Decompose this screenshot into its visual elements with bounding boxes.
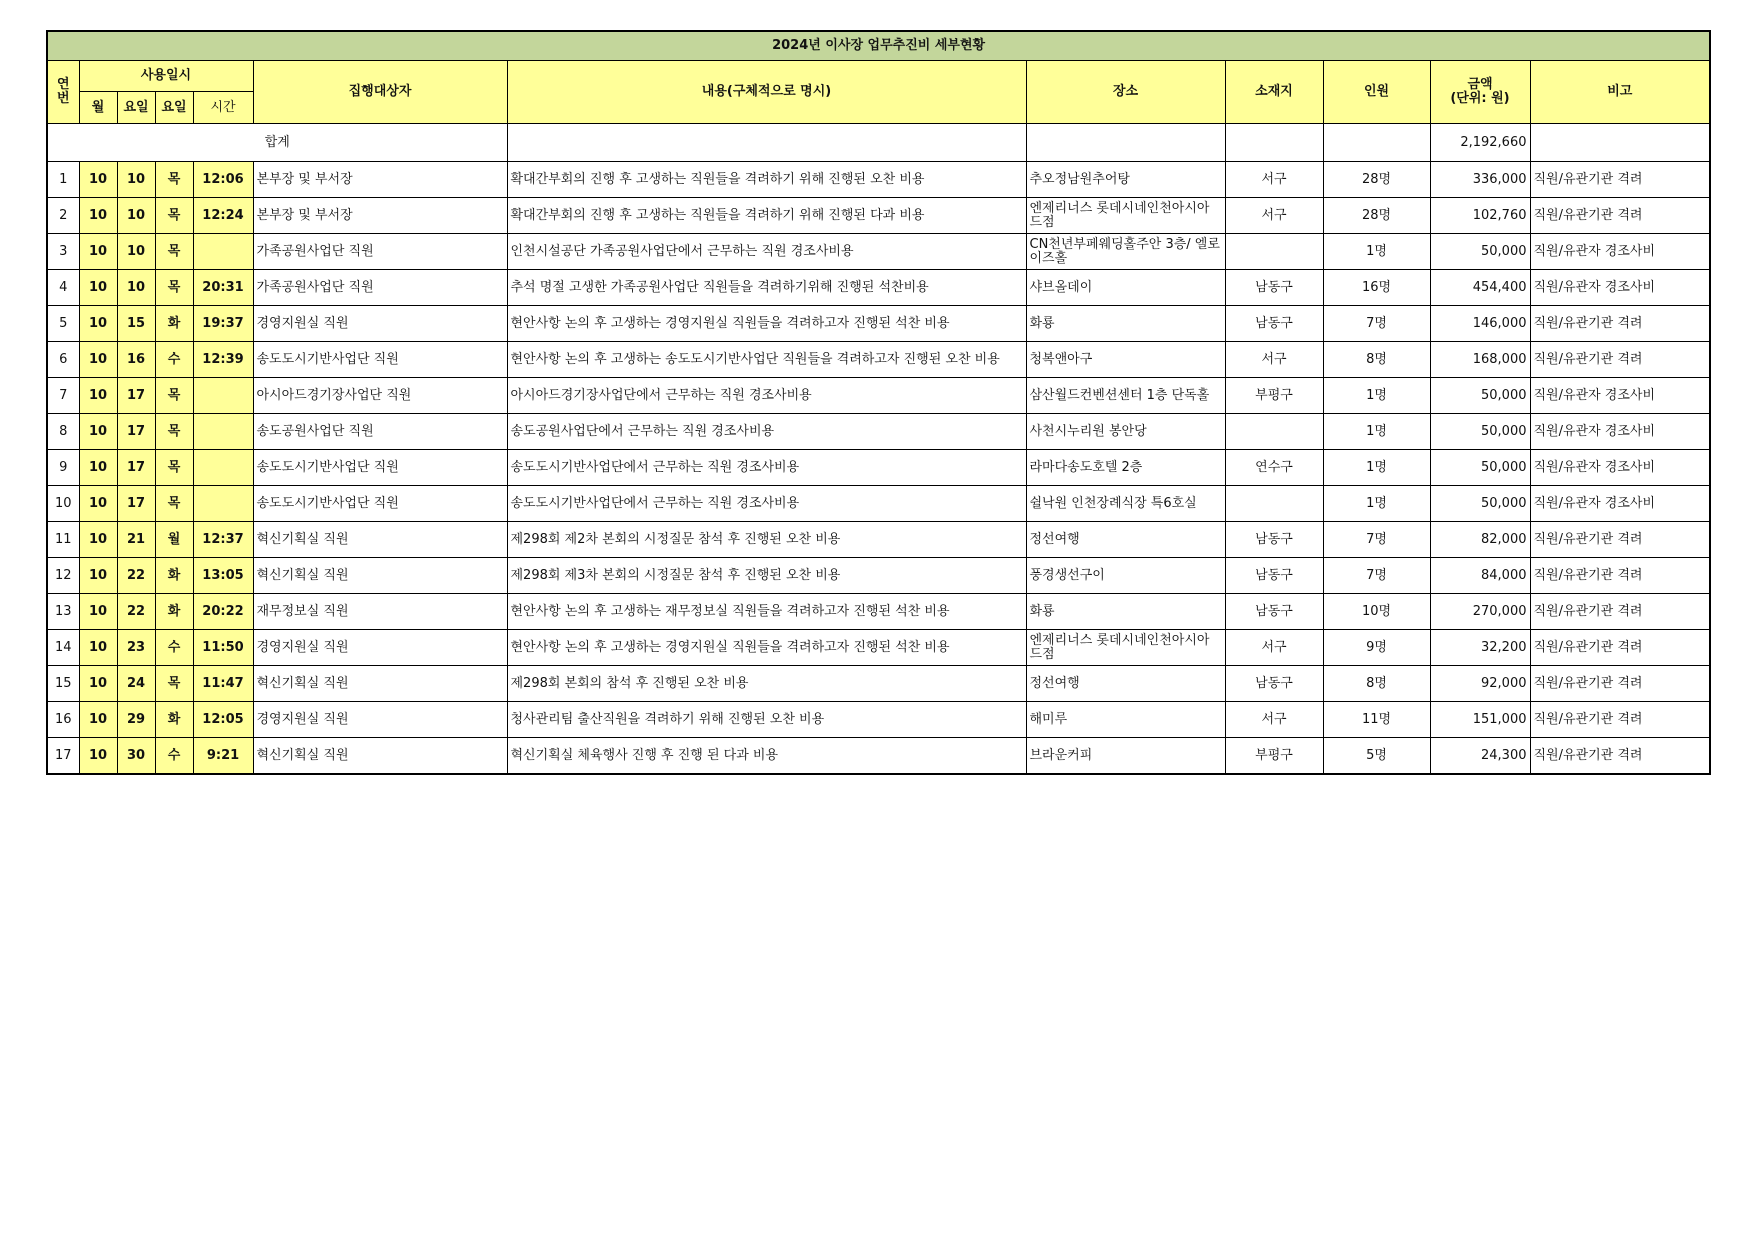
row-people: 9명: [1323, 630, 1430, 666]
row-weekday: 수: [155, 738, 193, 775]
row-time: 12:24: [193, 198, 253, 234]
row-day: 30: [117, 738, 155, 775]
row-number: 5: [47, 306, 79, 342]
row-note: 직원/유관기관 격려: [1530, 738, 1710, 775]
row-people: 7명: [1323, 306, 1430, 342]
summary-label: 합계: [47, 124, 507, 162]
row-time: 12:37: [193, 522, 253, 558]
row-month: 10: [79, 702, 117, 738]
row-content: 청사관리팀 출산직원을 격려하기 위해 진행된 오찬 비용: [507, 702, 1026, 738]
table-row: [47, 198, 1710, 234]
row-amount: 82,000: [1430, 522, 1530, 558]
row-target: 재무정보실 직원: [253, 594, 507, 630]
row-location: 부평구: [1225, 378, 1323, 414]
row-day: 23: [117, 630, 155, 666]
row-location: 남동구: [1225, 666, 1323, 702]
row-amount: 168,000: [1430, 342, 1530, 378]
row-day: 21: [117, 522, 155, 558]
table-title: 2024년 이사장 업무추진비 세부현황: [47, 31, 1710, 61]
row-month: 10: [79, 522, 117, 558]
row-day: 10: [117, 162, 155, 198]
row-number: 16: [47, 702, 79, 738]
row-month: 10: [79, 414, 117, 450]
row-number: 11: [47, 522, 79, 558]
row-time: 12:06: [193, 162, 253, 198]
row-weekday: 목: [155, 234, 193, 270]
row-people: 7명: [1323, 522, 1430, 558]
row-time: 12:39: [193, 342, 253, 378]
row-location: 서구: [1225, 342, 1323, 378]
row-people: 10명: [1323, 594, 1430, 630]
row-note: 직원/유관자 경조사비: [1530, 270, 1710, 306]
header-datetime: 사용일시: [79, 61, 253, 92]
header-weekday: 요일: [155, 92, 193, 124]
row-time: 20:22: [193, 594, 253, 630]
header-amount-line2: (단위: 원): [1450, 91, 1510, 106]
row-amount: 146,000: [1430, 306, 1530, 342]
row-day: 17: [117, 486, 155, 522]
row-day: 17: [117, 450, 155, 486]
row-target: 송도도시기반사업단 직원: [253, 450, 507, 486]
row-time: 12:05: [193, 702, 253, 738]
row-day: 10: [117, 198, 155, 234]
summary-empty-note: [1530, 124, 1710, 162]
header-time: 시간: [193, 92, 253, 124]
row-people: 28명: [1323, 162, 1430, 198]
row-content: 현안사항 논의 후 고생하는 경영지원실 직원들을 격려하고자 진행된 석찬 비용: [507, 630, 1026, 666]
table-row: [47, 450, 1710, 486]
row-weekday: 목: [155, 162, 193, 198]
row-content: 제298회 본회의 참석 후 진행된 오찬 비용: [507, 666, 1026, 702]
row-month: 10: [79, 378, 117, 414]
row-content: 현안사항 논의 후 고생하는 재무정보실 직원들을 격려하고자 진행된 석찬 비용: [507, 594, 1026, 630]
row-amount: 50,000: [1430, 450, 1530, 486]
row-amount: 32,200: [1430, 630, 1530, 666]
row-weekday: 목: [155, 198, 193, 234]
row-weekday: 화: [155, 558, 193, 594]
row-place: 정선여행: [1026, 522, 1225, 558]
row-number: 2: [47, 198, 79, 234]
row-people: 16명: [1323, 270, 1430, 306]
table-body: [47, 162, 1710, 775]
row-target: 송도도시기반사업단 직원: [253, 486, 507, 522]
row-time: 11:50: [193, 630, 253, 666]
row-people: 7명: [1323, 558, 1430, 594]
header-day: 요일: [117, 92, 155, 124]
row-location: [1225, 414, 1323, 450]
row-amount: 102,760: [1430, 198, 1530, 234]
row-people: 11명: [1323, 702, 1430, 738]
table-row: [47, 594, 1710, 630]
row-time: [193, 486, 253, 522]
row-amount: 151,000: [1430, 702, 1530, 738]
row-target: 경영지원실 직원: [253, 630, 507, 666]
row-number: 9: [47, 450, 79, 486]
row-note: 직원/유관기관 격려: [1530, 306, 1710, 342]
row-location: 부평구: [1225, 738, 1323, 775]
row-note: 직원/유관기관 격려: [1530, 198, 1710, 234]
row-month: 10: [79, 630, 117, 666]
row-month: 10: [79, 270, 117, 306]
row-place: 삼산월드컨벤션센터 1층 단독홀: [1026, 378, 1225, 414]
row-amount: 84,000: [1430, 558, 1530, 594]
row-place: 엔제리너스 롯데시네인천아시아드점: [1026, 198, 1225, 234]
row-people: 1명: [1323, 414, 1430, 450]
row-weekday: 목: [155, 666, 193, 702]
table-row: [47, 486, 1710, 522]
row-time: [193, 414, 253, 450]
header-content: 내용(구체적으로 명시): [507, 61, 1026, 124]
row-content: 확대간부회의 진행 후 고생하는 직원들을 격려하기 위해 진행된 다과 비용: [507, 198, 1026, 234]
row-note: 직원/유관기관 격려: [1530, 342, 1710, 378]
header-note: 비고: [1530, 61, 1710, 124]
row-note: 직원/유관자 경조사비: [1530, 378, 1710, 414]
table-row: [47, 558, 1710, 594]
row-location: 남동구: [1225, 594, 1323, 630]
table-row: [47, 270, 1710, 306]
row-time: 20:31: [193, 270, 253, 306]
row-target: 송도공원사업단 직원: [253, 414, 507, 450]
table-row: [47, 342, 1710, 378]
row-month: 10: [79, 594, 117, 630]
row-location: 남동구: [1225, 306, 1323, 342]
summary-empty-content: [507, 124, 1026, 162]
row-number: 6: [47, 342, 79, 378]
row-number: 8: [47, 414, 79, 450]
table-row: [47, 378, 1710, 414]
row-people: 5명: [1323, 738, 1430, 775]
row-note: 직원/유관자 경조사비: [1530, 486, 1710, 522]
row-place: 정선여행: [1026, 666, 1225, 702]
row-number: 10: [47, 486, 79, 522]
row-note: 직원/유관기관 격려: [1530, 522, 1710, 558]
row-day: 10: [117, 234, 155, 270]
row-content: 송도공원사업단에서 근무하는 직원 경조사비용: [507, 414, 1026, 450]
table-row: [47, 306, 1710, 342]
row-time: 13:05: [193, 558, 253, 594]
row-month: 10: [79, 306, 117, 342]
row-weekday: 목: [155, 270, 193, 306]
row-target: 혁신기획실 직원: [253, 522, 507, 558]
row-target: 혁신기획실 직원: [253, 738, 507, 775]
table-row: [47, 162, 1710, 198]
row-target: 경영지원실 직원: [253, 702, 507, 738]
row-place: 화룡: [1026, 594, 1225, 630]
row-note: 직원/유관기관 격려: [1530, 630, 1710, 666]
row-people: 1명: [1323, 450, 1430, 486]
row-day: 22: [117, 558, 155, 594]
row-place: 엔제리너스 롯데시네인천아시아드점: [1026, 630, 1225, 666]
row-location: 남동구: [1225, 558, 1323, 594]
row-place: 샤브올데이: [1026, 270, 1225, 306]
row-day: 16: [117, 342, 155, 378]
row-people: 8명: [1323, 666, 1430, 702]
row-amount: 50,000: [1430, 486, 1530, 522]
row-content: 현안사항 논의 후 고생하는 경영지원실 직원들을 격려하고자 진행된 석찬 비용: [507, 306, 1026, 342]
row-content: 혁신기획실 체육행사 진행 후 진행 된 다과 비용: [507, 738, 1026, 775]
row-target: 가족공원사업단 직원: [253, 270, 507, 306]
row-location: 연수구: [1225, 450, 1323, 486]
header-location: 소재지: [1225, 61, 1323, 124]
table-row: [47, 522, 1710, 558]
row-day: 15: [117, 306, 155, 342]
row-place: CN천년부페웨딩홀주안 3층/ 엘로이즈홀: [1026, 234, 1225, 270]
row-amount: 50,000: [1430, 414, 1530, 450]
row-place: 사천시누리원 봉안당: [1026, 414, 1225, 450]
row-number: 13: [47, 594, 79, 630]
summary-empty-people: [1323, 124, 1430, 162]
row-place: 쉴낙원 인천장례식장 특6호실: [1026, 486, 1225, 522]
row-place: 청복앤아구: [1026, 342, 1225, 378]
summary-amount: 2,192,660: [1430, 124, 1530, 162]
row-weekday: 목: [155, 378, 193, 414]
table-row: [47, 630, 1710, 666]
row-amount: 336,000: [1430, 162, 1530, 198]
table-row: [47, 234, 1710, 270]
row-number: 17: [47, 738, 79, 775]
row-people: 8명: [1323, 342, 1430, 378]
header-amount: [1430, 61, 1530, 124]
row-content: 제298회 제2차 본회의 시정질문 참석 후 진행된 오찬 비용: [507, 522, 1026, 558]
row-month: 10: [79, 198, 117, 234]
row-target: 아시아드경기장사업단 직원: [253, 378, 507, 414]
row-content: 인천시설공단 가족공원사업단에서 근무하는 직원 경조사비용: [507, 234, 1026, 270]
row-note: 직원/유관자 경조사비: [1530, 450, 1710, 486]
row-content: 송도도시기반사업단에서 근무하는 직원 경조사비용: [507, 450, 1026, 486]
table-row: [47, 702, 1710, 738]
row-time: [193, 234, 253, 270]
row-place: 풍경생선구이: [1026, 558, 1225, 594]
row-location: 남동구: [1225, 270, 1323, 306]
row-place: 라마다송도호텔 2층: [1026, 450, 1225, 486]
row-number: 3: [47, 234, 79, 270]
row-content: 아시아드경기장사업단에서 근무하는 직원 경조사비용: [507, 378, 1026, 414]
row-note: 직원/유관기관 격려: [1530, 558, 1710, 594]
row-location: 서구: [1225, 198, 1323, 234]
row-note: 직원/유관자 경조사비: [1530, 414, 1710, 450]
row-people: 1명: [1323, 486, 1430, 522]
row-day: 29: [117, 702, 155, 738]
header-people: 인원: [1323, 61, 1430, 124]
row-amount: 50,000: [1430, 378, 1530, 414]
header-target: 집행대상자: [253, 61, 507, 124]
row-time: [193, 450, 253, 486]
row-place: 해미루: [1026, 702, 1225, 738]
row-day: 10: [117, 270, 155, 306]
row-day: 22: [117, 594, 155, 630]
header-seq: 연번: [47, 61, 79, 124]
row-people: 28명: [1323, 198, 1430, 234]
row-place: 화룡: [1026, 306, 1225, 342]
row-people: 1명: [1323, 234, 1430, 270]
row-target: 경영지원실 직원: [253, 306, 507, 342]
row-location: [1225, 486, 1323, 522]
row-amount: 454,400: [1430, 270, 1530, 306]
row-weekday: 화: [155, 306, 193, 342]
header-month: 월: [79, 92, 117, 124]
row-month: 10: [79, 342, 117, 378]
row-number: 14: [47, 630, 79, 666]
table-row: [47, 414, 1710, 450]
row-weekday: 월: [155, 522, 193, 558]
row-target: 혁신기획실 직원: [253, 666, 507, 702]
row-note: 직원/유관기관 격려: [1530, 702, 1710, 738]
row-target: 송도도시기반사업단 직원: [253, 342, 507, 378]
row-content: 확대간부회의 진행 후 고생하는 직원들을 격려하기 위해 진행된 오찬 비용: [507, 162, 1026, 198]
row-note: 직원/유관자 경조사비: [1530, 234, 1710, 270]
row-time: 9:21: [193, 738, 253, 775]
row-place: 브라운커피: [1026, 738, 1225, 775]
expense-table: [46, 30, 1711, 775]
row-number: 15: [47, 666, 79, 702]
row-location: [1225, 234, 1323, 270]
row-location: 서구: [1225, 630, 1323, 666]
row-target: 혁신기획실 직원: [253, 558, 507, 594]
row-people: 1명: [1323, 378, 1430, 414]
table-row: [47, 738, 1710, 775]
row-note: 직원/유관기관 격려: [1530, 162, 1710, 198]
row-number: 12: [47, 558, 79, 594]
summary-empty-place: [1026, 124, 1225, 162]
row-month: 10: [79, 450, 117, 486]
row-day: 17: [117, 378, 155, 414]
row-time: [193, 378, 253, 414]
table-row: [47, 666, 1710, 702]
row-location: 서구: [1225, 162, 1323, 198]
row-time: 19:37: [193, 306, 253, 342]
row-weekday: 화: [155, 702, 193, 738]
row-number: 4: [47, 270, 79, 306]
row-weekday: 화: [155, 594, 193, 630]
row-location: 서구: [1225, 702, 1323, 738]
summary-empty-location: [1225, 124, 1323, 162]
row-weekday: 수: [155, 630, 193, 666]
row-note: 직원/유관기관 격려: [1530, 594, 1710, 630]
row-number: 7: [47, 378, 79, 414]
row-time: 11:47: [193, 666, 253, 702]
row-content: 추석 명절 고생한 가족공원사업단 직원들을 격려하기위해 진행된 석찬비용: [507, 270, 1026, 306]
row-month: 10: [79, 486, 117, 522]
row-content: 현안사항 논의 후 고생하는 송도도시기반사업단 직원들을 격려하고자 진행된 오찬 비용: [507, 342, 1026, 378]
row-weekday: 수: [155, 342, 193, 378]
row-amount: 270,000: [1430, 594, 1530, 630]
header-amount-line1: 금액: [1467, 77, 1493, 92]
row-target: 가족공원사업단 직원: [253, 234, 507, 270]
row-amount: 50,000: [1430, 234, 1530, 270]
header-place: 장소: [1026, 61, 1225, 124]
row-note: 직원/유관기관 격려: [1530, 666, 1710, 702]
row-content: 제298회 제3차 본회의 시정질문 참석 후 진행된 오찬 비용: [507, 558, 1026, 594]
row-place: 추오정남원추어탕: [1026, 162, 1225, 198]
row-month: 10: [79, 234, 117, 270]
row-month: 10: [79, 558, 117, 594]
row-amount: 24,300: [1430, 738, 1530, 775]
row-day: 17: [117, 414, 155, 450]
row-location: 남동구: [1225, 522, 1323, 558]
row-month: 10: [79, 666, 117, 702]
row-day: 24: [117, 666, 155, 702]
row-content: 송도도시기반사업단에서 근무하는 직원 경조사비용: [507, 486, 1026, 522]
row-target: 본부장 및 부서장: [253, 162, 507, 198]
row-weekday: 목: [155, 450, 193, 486]
row-month: 10: [79, 738, 117, 775]
row-target: 본부장 및 부서장: [253, 198, 507, 234]
row-month: 10: [79, 162, 117, 198]
row-amount: 92,000: [1430, 666, 1530, 702]
row-weekday: 목: [155, 414, 193, 450]
row-weekday: 목: [155, 486, 193, 522]
row-number: 1: [47, 162, 79, 198]
